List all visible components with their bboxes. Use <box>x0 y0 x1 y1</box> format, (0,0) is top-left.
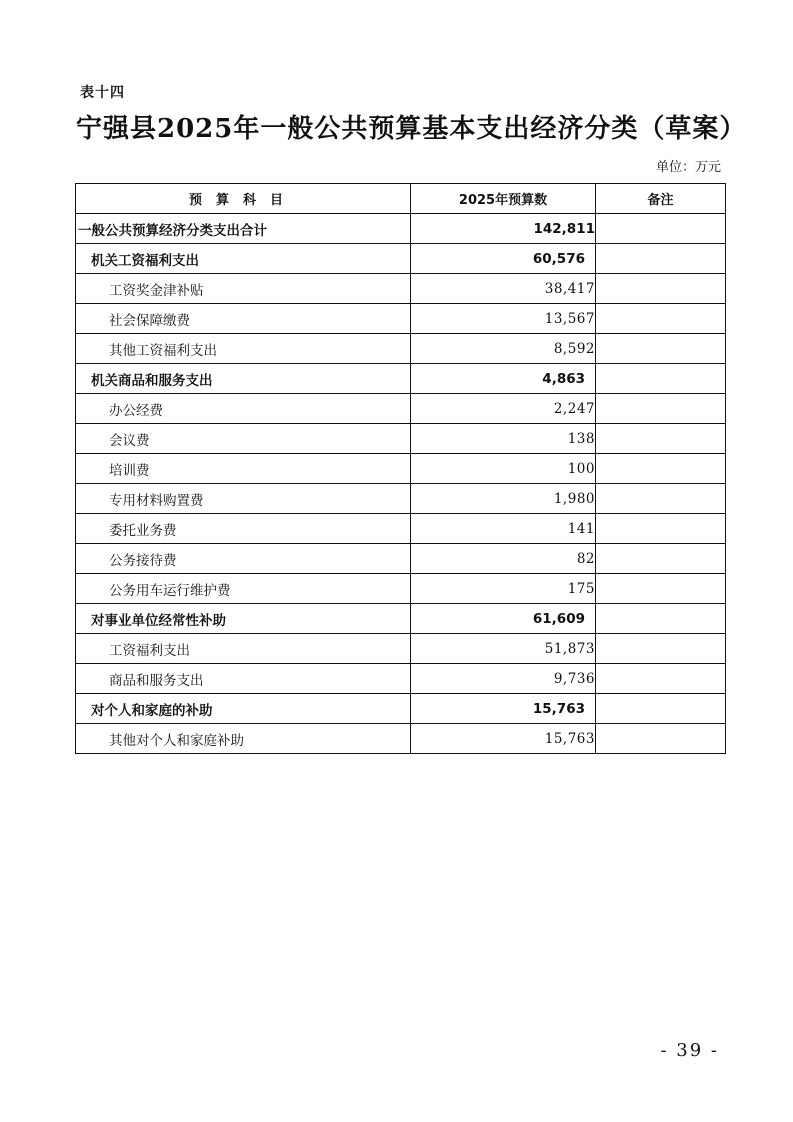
column-header-amount: 2025年预算数 <box>411 184 596 214</box>
table-row <box>76 634 726 664</box>
table-row <box>76 574 726 604</box>
row-subject: 委托业务费 <box>76 514 411 544</box>
table-row-category <box>76 604 726 634</box>
row-note <box>596 424 726 454</box>
row-note <box>596 364 726 394</box>
unit-label: 单位：万元 <box>655 160 721 175</box>
table-row <box>76 664 726 694</box>
row-amount: 15,763 <box>411 724 596 754</box>
row-subject: 培训费 <box>76 454 411 484</box>
row-note <box>596 604 726 634</box>
row-note <box>596 274 726 304</box>
row-note <box>596 544 726 574</box>
row-amount: 13,567 <box>411 304 596 334</box>
row-amount: 60,576 <box>411 244 596 274</box>
row-note <box>596 244 726 274</box>
table-row <box>76 514 726 544</box>
table-row <box>76 394 726 424</box>
page-number: - 39 - <box>660 1040 719 1061</box>
table-row-category <box>76 244 726 274</box>
row-subject: 商品和服务支出 <box>76 664 411 694</box>
row-amount: 175 <box>411 574 596 604</box>
row-subject: 其他对个人和家庭补助 <box>76 724 411 754</box>
row-subject: 社会保障缴费 <box>76 304 411 334</box>
row-amount: 100 <box>411 454 596 484</box>
row-amount: 9,736 <box>411 664 596 694</box>
row-amount: 15,763 <box>411 694 596 724</box>
row-note <box>596 454 726 484</box>
column-header-subject: 预算科目 <box>76 184 411 214</box>
row-amount: 82 <box>411 544 596 574</box>
row-note <box>596 304 726 334</box>
table-row <box>76 454 726 484</box>
row-amount: 51,873 <box>411 634 596 664</box>
row-amount: 141 <box>411 514 596 544</box>
row-note <box>596 214 726 244</box>
row-note <box>596 694 726 724</box>
table-row-category <box>76 694 726 724</box>
table-header-row <box>76 184 726 214</box>
row-amount: 8,592 <box>411 334 596 364</box>
budget-table <box>75 183 726 754</box>
row-subject: 机关工资福利支出 <box>76 244 411 274</box>
table-row-category <box>76 364 726 394</box>
table-label: 表十四 <box>80 85 125 101</box>
row-subject: 办公经费 <box>76 394 411 424</box>
table-body <box>76 214 726 754</box>
document-title: 宁强县2025年一般公共预算基本支出经济分类（草案） <box>76 114 747 144</box>
row-subject: 其他工资福利支出 <box>76 334 411 364</box>
row-subject: 会议费 <box>76 424 411 454</box>
row-subject: 机关商品和服务支出 <box>76 364 411 394</box>
row-amount: 61,609 <box>411 604 596 634</box>
row-amount: 38,417 <box>411 274 596 304</box>
row-subject: 工资福利支出 <box>76 634 411 664</box>
row-note <box>596 634 726 664</box>
row-subject: 专用材料购置费 <box>76 484 411 514</box>
row-note <box>596 484 726 514</box>
row-note <box>596 724 726 754</box>
row-amount: 138 <box>411 424 596 454</box>
row-note <box>596 514 726 544</box>
row-note <box>596 334 726 364</box>
row-amount: 4,863 <box>411 364 596 394</box>
row-note <box>596 664 726 694</box>
row-subject: 对事业单位经常性补助 <box>76 604 411 634</box>
table-row <box>76 544 726 574</box>
row-subject: 公务用车运行维护费 <box>76 574 411 604</box>
row-amount: 142,811 <box>411 214 596 244</box>
row-amount: 1,980 <box>411 484 596 514</box>
table-row <box>76 304 726 334</box>
table-row <box>76 724 726 754</box>
table-row <box>76 334 726 364</box>
row-note <box>596 574 726 604</box>
table-row-total <box>76 214 726 244</box>
row-subject: 一般公共预算经济分类支出合计 <box>76 214 411 244</box>
table-row <box>76 484 726 514</box>
row-subject: 对个人和家庭的补助 <box>76 694 411 724</box>
table-row <box>76 274 726 304</box>
row-amount: 2,247 <box>411 394 596 424</box>
row-subject: 工资奖金津补贴 <box>76 274 411 304</box>
row-subject: 公务接待费 <box>76 544 411 574</box>
column-header-note: 备注 <box>596 184 726 214</box>
table-row <box>76 424 726 454</box>
row-note <box>596 394 726 424</box>
